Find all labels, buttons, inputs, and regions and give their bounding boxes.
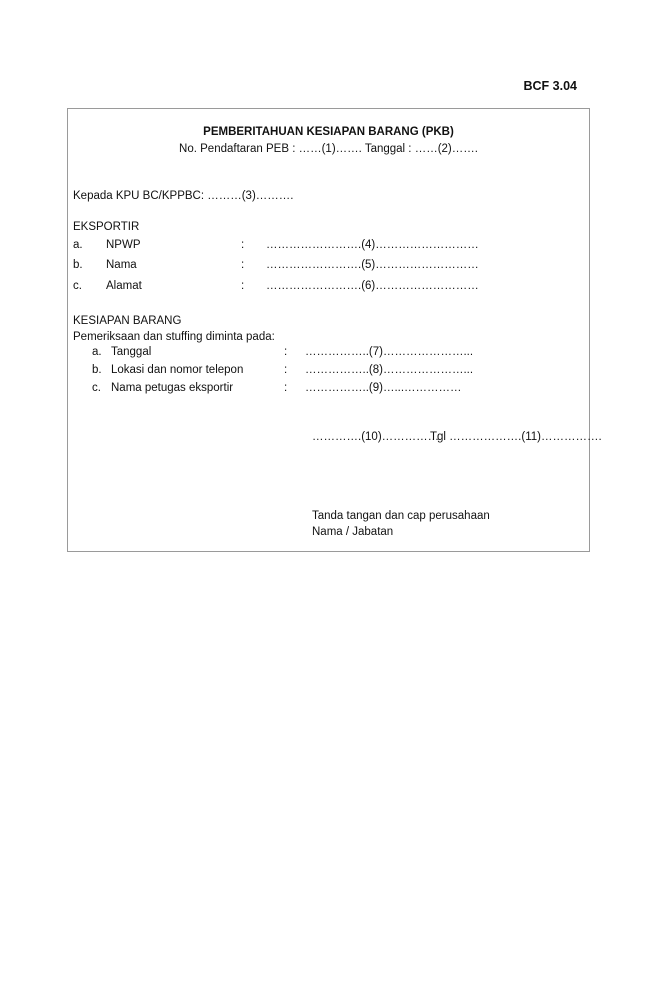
signature-place: ………….(10)…………… [312,431,440,443]
row-label: NPWP [106,239,141,251]
row-colon: : [284,346,288,358]
row-colon: : [241,259,245,271]
row-letter: a. [73,239,83,251]
row-label: Lokasi dan nomor telepon [111,364,244,376]
row-label: Nama petugas eksportir [111,382,234,394]
row-letter: b. [92,364,102,376]
row-value: ……………..(7)…………………... [305,346,474,358]
form-subtitle: No. Pendaftaran PEB : ……(1)……. Tanggal : ……(2)……. [179,143,478,155]
row-label: Alamat [106,280,142,292]
form-title: PEMBERITAHUAN KESIAPAN BARANG (PKB) [203,126,454,138]
row-label: Tanggal [111,346,152,358]
row-value: …………………….(4)……………………… [266,239,479,251]
form-code: BCF 3.04 [523,79,577,93]
row-value: ……………..(8)…………………... [305,364,474,376]
signature-date: Tgl ……………….(11)……………. [430,431,602,443]
row-letter: c. [73,280,82,292]
row-colon: : [241,280,245,292]
readiness-heading: KESIAPAN BARANG [73,315,182,327]
row-colon: : [284,364,288,376]
exporter-heading: EKSPORTIR [73,221,140,233]
row-value: …………………….(5)……………………… [266,259,479,271]
signature-name-title: Nama / Jabatan [312,526,394,538]
row-value: …………………….(6)……………………… [266,280,479,292]
row-colon: : [284,382,288,394]
recipient-line: Kepada KPU BC/KPPBC: ………(3)………. [73,190,294,202]
readiness-intro: Pemeriksaan dan stuffing diminta pada: [73,331,275,343]
row-colon: : [241,239,245,251]
row-value: ……………..(9)…...…………… [305,382,462,394]
row-label: Nama [106,259,137,271]
signature-caption: Tanda tangan dan cap perusahaan [312,510,490,522]
row-letter: c. [92,382,101,394]
row-letter: a. [92,346,102,358]
row-letter: b. [73,259,83,271]
